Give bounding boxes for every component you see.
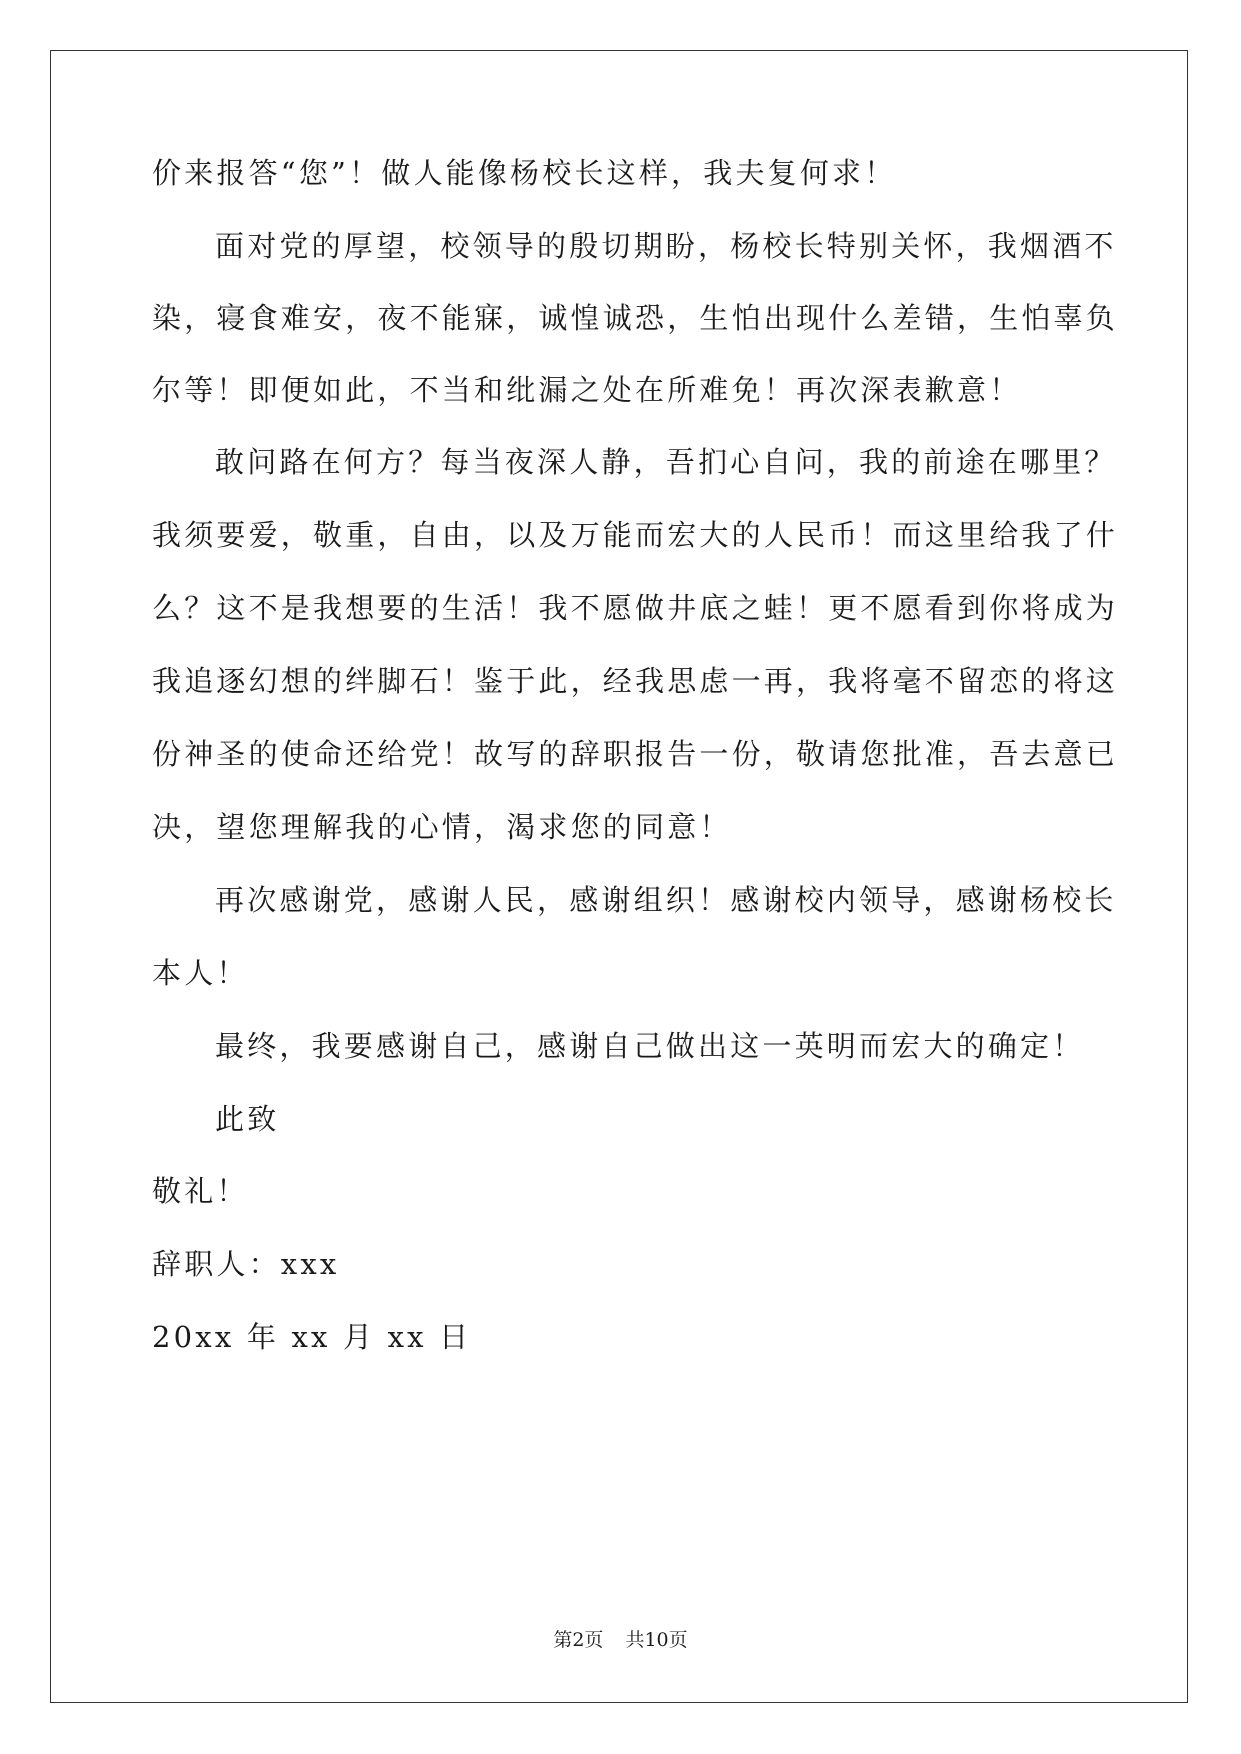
paragraph-start: 最终，我要感谢自己，感谢自己做出这一英明而宏大的确定！ (215, 1029, 1085, 1063)
paragraph-start: 再次感谢党，感谢人民，感谢组织！感谢校内领导，感谢杨校长 (215, 883, 1117, 917)
text-line: 我须要爱，敬重，自由，以及万能而宏大的人民币！而这里给我了什 (152, 518, 1119, 552)
paragraph-start: 面对党的厚望，校领导的殷切期盼，杨校长特别关怀，我烟酒不 (215, 229, 1117, 263)
date-line: 20xx 年 xx 月 xx 日 (152, 1320, 472, 1354)
page-footer (0, 1628, 1241, 1652)
text-line: 么？这不是我想要的生活！我不愿做井底之蛙！更不愿看到你将成为 (152, 591, 1119, 625)
text-line: 染，寝食难安，夜不能寐，诚惶诚恐，生怕出现什么差错，生怕辜负 (152, 301, 1119, 335)
closing-regards: 敬礼！ (152, 1174, 249, 1208)
page-border (50, 50, 1188, 1703)
text-line: 份神圣的使命还给党！故写的辞职报告一份，敬请您批准，吾去意已 (152, 737, 1119, 771)
text-line: 我追逐幻想的绊脚石！鉴于此，经我思虑一再，我将毫不留恋的将这 (152, 664, 1119, 698)
text-line: 本人！ (152, 956, 249, 990)
text-line: 决，望您理解我的心情，渴求您的同意！ (152, 810, 732, 844)
page-number: 第2页 (553, 1629, 604, 1651)
paragraph-start: 敢问路在何方？每当夜深人静，吾扪心自问，我的前途在哪里？ (215, 445, 1117, 479)
signature-line: 辞职人：xxx (152, 1247, 340, 1281)
text-line: 价来报答“您”！做人能像杨校长这样，我夫复何求！ (152, 156, 897, 190)
page-total: 共10页 (625, 1629, 688, 1651)
closing-salutation: 此致 (215, 1102, 280, 1136)
text-line: 尔等！即便如此，不当和纰漏之处在所难免！再次深表歉意！ (152, 373, 1022, 407)
